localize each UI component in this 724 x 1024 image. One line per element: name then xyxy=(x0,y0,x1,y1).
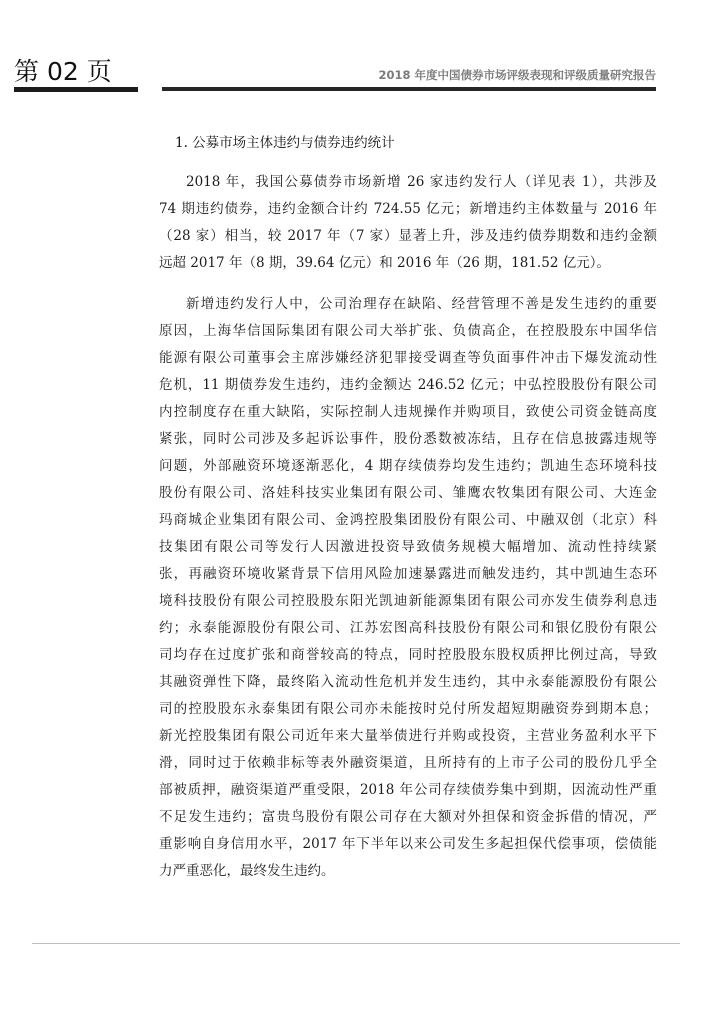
text-line: 远超 2017 年（8 期，39.64 亿元）和 2016 年（26 期，181.52 亿元）。 xyxy=(159,255,610,271)
text-line: 原因，上海华信国际集团有限公司大举扩张、负债高企，在控股股东中国华信 xyxy=(159,323,657,339)
header-left-rule xyxy=(14,87,138,92)
page-number: 第 02 页 xyxy=(14,57,112,86)
text-line: （28 家）相当，较 2017 年（7 家）显著上升，涉及违约债券期数和违约金额 xyxy=(159,228,657,244)
text-line: 74 期违约债券，违约金额合计约 724.55 亿元；新增违约主体数量与 2016 年 xyxy=(159,201,657,217)
text-line: 2018 年，我国公募债券市场新增 26 家违约发行人（详见表 1），共涉及 xyxy=(186,174,657,190)
text-line: 司均存在过度扩张和商誉较高的特点，同时控股股东股权质押比例过高，导致 xyxy=(159,647,657,663)
text-line: 能源有限公司董事会主席涉嫌经济犯罪接受调查等负面事件冲击下爆发流动性 xyxy=(159,350,657,366)
text-line: 危机，11 期债券发生违约，违约金额达 246.52 亿元；中弘控股股份有限公司 xyxy=(159,377,657,393)
text-line: 其融资弹性下降，最终陷入流动性危机并发生违约，其中永泰能源股份有限公 xyxy=(159,674,657,690)
text-line: 境科技股份有限公司控股股东阳光凯迪新能源集团有限公司亦发生债券利息违 xyxy=(159,593,657,609)
text-line: 部被质押，融资渠道严重受限，2018 年公司存续债券集中到期，因流动性严重 xyxy=(159,782,657,798)
text-line: 股份有限公司、洛娃科技实业集团有限公司、雏鹰农牧集团有限公司、大连金 xyxy=(159,485,657,501)
report-title: 2018 年度中国债券市场评级表现和评级质量研究报告 xyxy=(378,68,656,82)
text-line: 力严重恶化，最终发生违约。 xyxy=(159,863,335,879)
text-line: 新光控股集团有限公司近年来大量举债进行并购或投资，主营业务盈利水平下 xyxy=(159,728,657,744)
text-line: 重影响自身信用水平，2017 年下半年以来公司发生多起担保代偿事项，偿债能 xyxy=(159,836,657,852)
footer-rule xyxy=(32,943,680,944)
text-line: 滑，同时过于依赖非标等表外融资渠道，且所持有的上市子公司的股份几乎全 xyxy=(159,755,657,771)
paragraph xyxy=(159,169,657,277)
body-text xyxy=(159,169,657,885)
text-line: 司的控股股东永泰集团有限公司亦未能按时兑付所发超短期融资券到期本息； xyxy=(159,701,657,717)
header-right-rule xyxy=(162,87,656,91)
text-line: 紧张，同时公司涉及多起诉讼事件，股份悉数被冻结，且存在信息披露违规等 xyxy=(159,431,657,447)
section-heading: 1. 公募市场主体违约与债券违约统计 xyxy=(175,135,395,151)
text-line: 约；永泰能源股份有限公司、江苏宏图高科技股份有限公司和银亿股份有限公 xyxy=(159,620,657,636)
text-line: 玛商城企业集团有限公司、金鸿控股集团股份有限公司、中融双创（北京）科 xyxy=(159,512,657,528)
text-line: 张，再融资环境收紧背景下信用风险加速暴露进而触发违约，其中凯迪生态环 xyxy=(159,566,657,582)
text-line: 问题，外部融资环境逐渐恶化，4 期存续债券均发生违约；凯迪生态环境科技 xyxy=(159,458,657,474)
text-line: 内控制度存在重大缺陷，实际控制人违规操作并购项目，致使公司资金链高度 xyxy=(159,404,657,420)
text-line: 新增违约发行人中，公司治理存在缺陷、经营管理不善是发生违约的重要 xyxy=(186,296,657,312)
paragraph xyxy=(159,291,657,885)
paragraph-gap xyxy=(159,277,657,291)
text-line: 不足发生违约；富贵鸟股份有限公司存在大额对外担保和资金拆借的情况，严 xyxy=(159,809,657,825)
text-line: 技集团有限公司等发行人因激进投资导致债务规模大幅增加、流动性持续紧 xyxy=(159,539,657,555)
